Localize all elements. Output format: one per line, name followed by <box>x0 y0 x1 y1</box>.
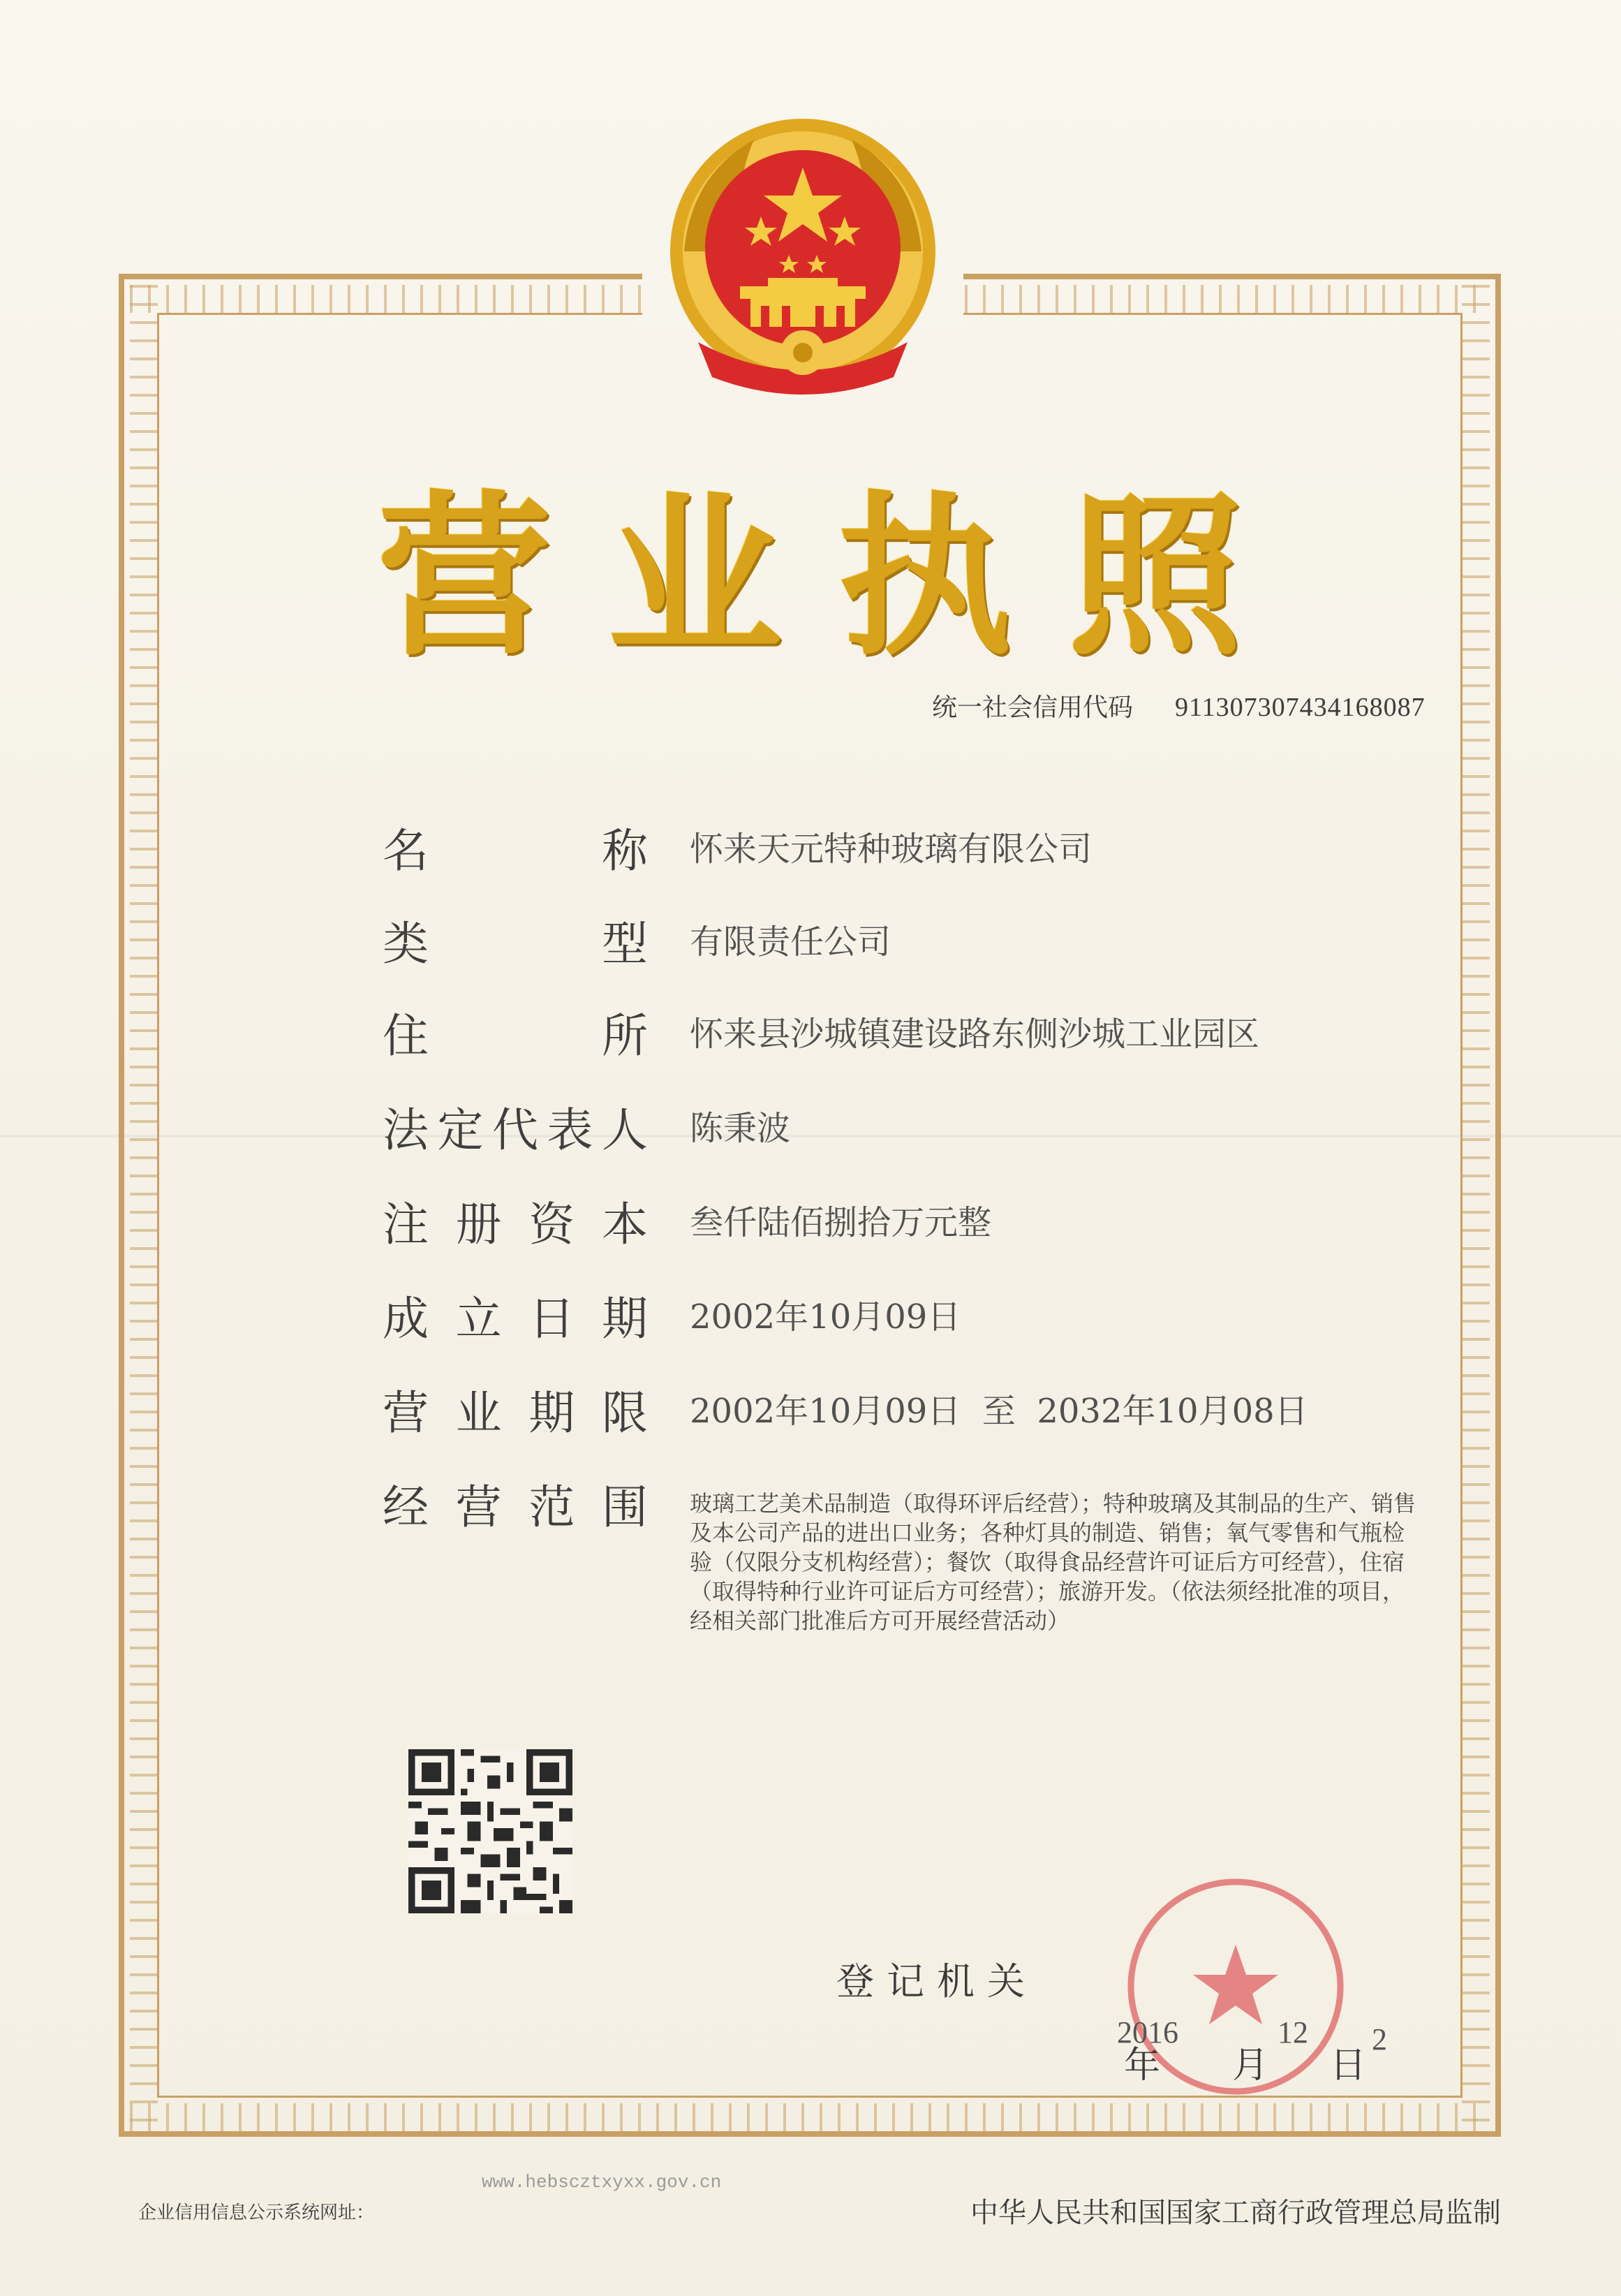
label-char: 围 <box>601 1480 648 1534</box>
field-label <box>383 1187 648 1253</box>
field-label <box>383 1281 648 1348</box>
label-char: 住 <box>383 1009 429 1063</box>
label-char: 业 <box>455 1386 502 1440</box>
qr-code-icon[interactable] <box>408 1749 572 1913</box>
day-unit: 日 <box>1330 2045 1367 2087</box>
year-unit: 年 <box>1124 2045 1161 2087</box>
label-char: 法 <box>383 1103 429 1157</box>
field-value: 怀来天元特种玻璃有限公司 <box>690 830 1093 869</box>
title-char: 业 <box>607 476 782 679</box>
border-pattern-bottom <box>130 2103 1490 2131</box>
label-char: 营 <box>383 1386 429 1440</box>
label-char: 立 <box>455 1292 502 1346</box>
label-char: 名 <box>383 824 429 878</box>
label-char: 表 <box>547 1103 593 1157</box>
national-emblem-icon <box>656 112 949 412</box>
field-value: 怀来县沙城镇建设路东侧沙城工业园区 <box>690 1015 1260 1054</box>
field-value: 2002年10月09日 至 2032年10月08日 <box>690 1392 1308 1431</box>
field-value: 陈秉波 <box>690 1109 791 1148</box>
handwritten-month: 12 <box>1278 2015 1308 2050</box>
field-label <box>383 999 648 1065</box>
label-char: 代 <box>492 1103 538 1157</box>
credit-code-value: 91130730743416808​7 <box>1175 693 1426 722</box>
registration-authority-label: 登记机关 <box>836 1959 1037 2003</box>
label-char: 营 <box>455 1480 502 1534</box>
business-scope-text: 玻璃工艺美术品制造（取得环评后经营）；特种玻璃及其制品的生产、销售及本公司产品的进出口业务；各种灯具的制造、销售；氧气零售和气瓶检验（仅限分支机构经营）；餐饮（取得食品经营许可证后方可经营），住宿（取得特种行业许可证后方可经营）；旅游开发。（依法须经批准的项目，经相关部门批准后方可开展经营活动） <box>690 1490 1416 1634</box>
field-label <box>383 1376 648 1442</box>
footer-url[interactable]: www.hebscztxyxx.gov.cn <box>482 2172 722 2193</box>
label-char: 型 <box>602 917 648 971</box>
label-char: 册 <box>455 1198 502 1251</box>
field-value: 叁仟陆佰捌拾万元整 <box>690 1203 992 1242</box>
field-label <box>383 906 648 973</box>
label-char: 类 <box>383 917 429 971</box>
footer-supervisor: 中华人民共和国国家工商行政管理总局监制 <box>970 2197 1501 2229</box>
label-char: 人 <box>602 1103 648 1157</box>
label-char: 注 <box>383 1198 429 1251</box>
label-char: 资 <box>528 1198 575 1251</box>
certificate-title <box>377 457 1243 679</box>
label-char: 限 <box>601 1386 648 1440</box>
credit-code-line <box>932 688 1426 723</box>
label-char: 范 <box>528 1480 575 1534</box>
label-char: 期 <box>528 1386 575 1440</box>
field-label <box>383 1093 648 1159</box>
label-char: 期 <box>601 1292 648 1346</box>
footer-system-label: 企业信用信息公示系统网址： <box>138 2202 375 2223</box>
border-pattern-right <box>1462 285 1490 2131</box>
border-pattern-left <box>130 285 158 2131</box>
label-char: 经 <box>383 1480 429 1534</box>
field-value: 2002年10月09日 <box>690 1297 961 1337</box>
title-char: 执 <box>838 476 1012 679</box>
field-label <box>383 1470 648 1536</box>
credit-code-label: 统一社会信用代码 <box>932 693 1134 722</box>
label-char: 日 <box>528 1292 575 1346</box>
title-char: 营 <box>377 476 552 679</box>
field-label <box>383 814 648 880</box>
handwritten-year: 2016 <box>1117 2015 1178 2050</box>
label-char: 本 <box>601 1198 648 1251</box>
title-char: 照 <box>1068 476 1243 679</box>
label-char: 定 <box>437 1103 484 1157</box>
label-char: 成 <box>383 1292 429 1346</box>
handwritten-day: 2 <box>1372 2022 1387 2056</box>
label-char: 所 <box>602 1009 648 1063</box>
field-value: 有限责任公司 <box>690 922 891 962</box>
label-char: 称 <box>602 824 648 878</box>
month-unit: 月 <box>1232 2045 1269 2087</box>
